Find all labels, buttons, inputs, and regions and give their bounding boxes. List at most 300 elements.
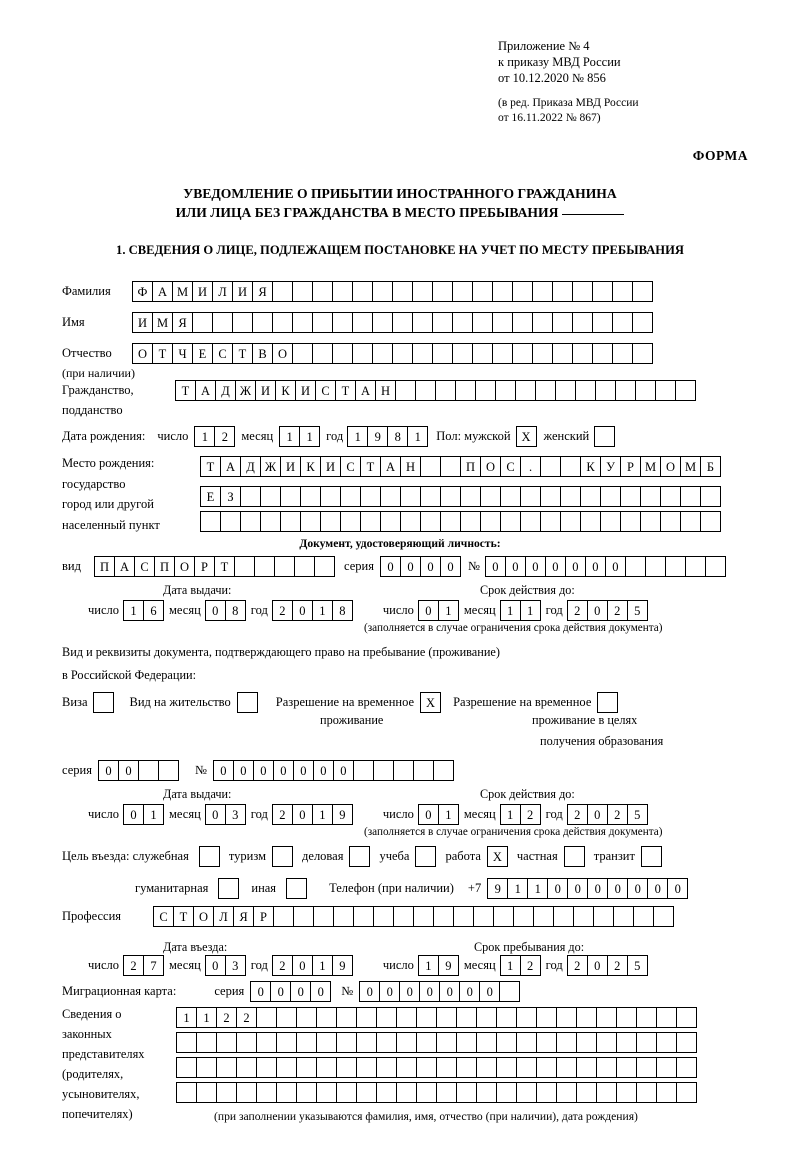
char-cell[interactable] xyxy=(476,1032,497,1053)
char-cell[interactable]: 0 xyxy=(440,556,461,577)
char-cell[interactable] xyxy=(536,1032,557,1053)
char-cell[interactable] xyxy=(336,1032,357,1053)
char-cell[interactable] xyxy=(580,511,601,532)
char-cell[interactable]: Я xyxy=(172,312,193,333)
char-cell[interactable]: 0 xyxy=(233,760,254,781)
char-cell[interactable] xyxy=(316,1082,337,1103)
char-cell[interactable]: 0 xyxy=(545,556,566,577)
char-cell[interactable] xyxy=(515,380,536,401)
char-cell[interactable]: 1 xyxy=(507,878,528,899)
char-cell[interactable] xyxy=(332,312,353,333)
char-cell[interactable]: П xyxy=(94,556,115,577)
char-cell[interactable]: С xyxy=(315,380,336,401)
char-cell[interactable]: 1 xyxy=(312,600,333,621)
char-cell[interactable] xyxy=(274,556,295,577)
char-cell[interactable] xyxy=(616,1007,637,1028)
char-cell[interactable] xyxy=(636,1007,657,1028)
char-cell[interactable] xyxy=(700,511,721,532)
char-cell[interactable] xyxy=(196,1032,217,1053)
char-cell[interactable] xyxy=(254,556,275,577)
char-cell[interactable]: Р xyxy=(194,556,215,577)
char-cell[interactable]: А xyxy=(152,281,173,302)
char-cell[interactable] xyxy=(653,906,674,927)
char-cell[interactable] xyxy=(592,281,613,302)
char-cell[interactable]: О xyxy=(272,343,293,364)
char-cell[interactable] xyxy=(396,1032,417,1053)
char-cell[interactable]: И xyxy=(255,380,276,401)
char-cell[interactable] xyxy=(240,486,261,507)
char-cell[interactable]: А xyxy=(380,456,401,477)
char-cell[interactable] xyxy=(356,1082,377,1103)
char-cell[interactable] xyxy=(576,1057,597,1078)
char-cell[interactable] xyxy=(496,1082,517,1103)
char-cell[interactable]: 0 xyxy=(547,878,568,899)
char-cell[interactable] xyxy=(576,1082,597,1103)
char-cell[interactable] xyxy=(620,511,641,532)
char-cell[interactable]: С xyxy=(500,456,521,477)
char-cell[interactable]: М xyxy=(152,312,173,333)
sex-male-checkbox[interactable] xyxy=(516,426,537,447)
char-cell[interactable]: Л xyxy=(212,281,233,302)
char-cell[interactable] xyxy=(456,1032,477,1053)
char-cell[interactable]: 5 xyxy=(627,600,648,621)
char-cell[interactable] xyxy=(376,1007,397,1028)
char-cell[interactable] xyxy=(612,312,633,333)
char-cell[interactable] xyxy=(436,1007,457,1028)
char-cell[interactable] xyxy=(615,380,636,401)
char-cell[interactable]: 2 xyxy=(236,1007,257,1028)
char-cell[interactable] xyxy=(552,312,573,333)
char-cell[interactable] xyxy=(296,1032,317,1053)
char-cell[interactable]: 2 xyxy=(567,804,588,825)
char-cell[interactable] xyxy=(573,906,594,927)
char-cell[interactable] xyxy=(260,486,281,507)
char-cell[interactable] xyxy=(316,1007,337,1028)
char-cell[interactable]: С xyxy=(340,456,361,477)
legal-reps-input-3[interactable] xyxy=(176,1057,697,1078)
char-cell[interactable] xyxy=(640,486,661,507)
char-cell[interactable] xyxy=(472,281,493,302)
valid-month-input[interactable] xyxy=(500,600,541,621)
birth-place-input-2[interactable] xyxy=(200,486,721,507)
char-cell[interactable] xyxy=(685,556,706,577)
stay-valid-year-input[interactable] xyxy=(567,804,648,825)
char-cell[interactable] xyxy=(360,511,381,532)
char-cell[interactable]: 0 xyxy=(418,804,439,825)
char-cell[interactable] xyxy=(176,1082,197,1103)
char-cell[interactable] xyxy=(356,1032,377,1053)
char-cell[interactable] xyxy=(376,1032,397,1053)
char-cell[interactable] xyxy=(535,380,556,401)
char-cell[interactable]: X xyxy=(487,846,508,867)
char-cell[interactable]: 1 xyxy=(312,955,333,976)
char-cell[interactable] xyxy=(415,380,436,401)
char-cell[interactable]: Т xyxy=(335,380,356,401)
char-cell[interactable]: К xyxy=(300,456,321,477)
char-cell[interactable] xyxy=(596,1007,617,1028)
stay-issue-day-input[interactable] xyxy=(123,804,164,825)
entry-year-input[interactable] xyxy=(272,955,353,976)
char-cell[interactable]: 0 xyxy=(310,981,331,1002)
char-cell[interactable]: 3 xyxy=(225,955,246,976)
char-cell[interactable] xyxy=(536,1082,557,1103)
char-cell[interactable]: 2 xyxy=(272,804,293,825)
char-cell[interactable] xyxy=(472,312,493,333)
char-cell[interactable]: Я xyxy=(252,281,273,302)
char-cell[interactable] xyxy=(292,281,313,302)
char-cell[interactable]: С xyxy=(212,343,233,364)
char-cell[interactable]: 1 xyxy=(438,600,459,621)
char-cell[interactable] xyxy=(158,760,179,781)
char-cell[interactable] xyxy=(592,312,613,333)
identity-series-input[interactable] xyxy=(380,556,461,577)
birth-day-input[interactable] xyxy=(194,426,235,447)
residence-checkbox[interactable] xyxy=(237,692,258,713)
char-cell[interactable] xyxy=(353,760,374,781)
char-cell[interactable]: 1 xyxy=(279,426,300,447)
char-cell[interactable]: М xyxy=(172,281,193,302)
char-cell[interactable] xyxy=(138,760,159,781)
char-cell[interactable] xyxy=(240,511,261,532)
char-cell[interactable]: 0 xyxy=(379,981,400,1002)
char-cell[interactable]: 0 xyxy=(399,981,420,1002)
char-cell[interactable]: 0 xyxy=(98,760,119,781)
char-cell[interactable] xyxy=(576,1007,597,1028)
name-input[interactable] xyxy=(132,312,653,333)
char-cell[interactable] xyxy=(393,760,414,781)
char-cell[interactable] xyxy=(286,878,307,899)
char-cell[interactable] xyxy=(480,511,501,532)
purpose-transit-checkbox[interactable] xyxy=(641,846,662,867)
char-cell[interactable] xyxy=(276,1057,297,1078)
char-cell[interactable] xyxy=(312,281,333,302)
char-cell[interactable] xyxy=(476,1057,497,1078)
purpose-business-checkbox[interactable] xyxy=(349,846,370,867)
char-cell[interactable] xyxy=(416,1032,437,1053)
char-cell[interactable]: Т xyxy=(175,380,196,401)
char-cell[interactable] xyxy=(512,343,533,364)
char-cell[interactable] xyxy=(553,906,574,927)
char-cell[interactable] xyxy=(200,511,221,532)
char-cell[interactable]: 0 xyxy=(253,760,274,781)
char-cell[interactable] xyxy=(332,343,353,364)
char-cell[interactable] xyxy=(237,692,258,713)
char-cell[interactable]: Я xyxy=(233,906,254,927)
char-cell[interactable] xyxy=(395,380,416,401)
char-cell[interactable]: С xyxy=(134,556,155,577)
char-cell[interactable] xyxy=(435,380,456,401)
entry-day-input[interactable] xyxy=(123,955,164,976)
char-cell[interactable] xyxy=(676,1007,697,1028)
char-cell[interactable]: 0 xyxy=(205,804,226,825)
legal-reps-input-2[interactable] xyxy=(176,1032,697,1053)
char-cell[interactable] xyxy=(552,281,573,302)
char-cell[interactable] xyxy=(392,312,413,333)
char-cell[interactable]: А xyxy=(195,380,216,401)
purpose-service-checkbox[interactable] xyxy=(199,846,220,867)
char-cell[interactable] xyxy=(176,1057,197,1078)
char-cell[interactable] xyxy=(576,1032,597,1053)
char-cell[interactable] xyxy=(400,486,421,507)
char-cell[interactable] xyxy=(292,312,313,333)
char-cell[interactable]: 1 xyxy=(418,955,439,976)
char-cell[interactable]: И xyxy=(280,456,301,477)
char-cell[interactable]: 3 xyxy=(225,804,246,825)
char-cell[interactable] xyxy=(613,906,634,927)
char-cell[interactable]: К xyxy=(275,380,296,401)
char-cell[interactable] xyxy=(313,906,334,927)
stay-until-day-input[interactable] xyxy=(418,955,459,976)
char-cell[interactable]: 0 xyxy=(627,878,648,899)
char-cell[interactable] xyxy=(332,281,353,302)
char-cell[interactable]: 6 xyxy=(143,600,164,621)
char-cell[interactable] xyxy=(572,312,593,333)
char-cell[interactable] xyxy=(433,906,454,927)
char-cell[interactable]: Ж xyxy=(235,380,256,401)
char-cell[interactable] xyxy=(555,380,576,401)
char-cell[interactable] xyxy=(360,486,381,507)
char-cell[interactable]: 9 xyxy=(332,804,353,825)
char-cell[interactable]: 1 xyxy=(500,804,521,825)
char-cell[interactable] xyxy=(676,1032,697,1053)
char-cell[interactable] xyxy=(93,692,114,713)
valid-day-input[interactable] xyxy=(418,600,459,621)
char-cell[interactable] xyxy=(513,906,534,927)
char-cell[interactable]: Н xyxy=(400,456,421,477)
char-cell[interactable] xyxy=(456,1057,477,1078)
char-cell[interactable] xyxy=(296,1082,317,1103)
edu-residence-checkbox[interactable] xyxy=(597,692,618,713)
char-cell[interactable] xyxy=(556,1007,577,1028)
char-cell[interactable]: Н xyxy=(375,380,396,401)
char-cell[interactable] xyxy=(625,556,646,577)
char-cell[interactable] xyxy=(316,1057,337,1078)
char-cell[interactable] xyxy=(436,1032,457,1053)
char-cell[interactable] xyxy=(352,312,373,333)
char-cell[interactable] xyxy=(575,380,596,401)
char-cell[interactable] xyxy=(352,281,373,302)
char-cell[interactable]: 0 xyxy=(567,878,588,899)
purpose-private-checkbox[interactable] xyxy=(564,846,585,867)
char-cell[interactable] xyxy=(600,511,621,532)
char-cell[interactable]: Д xyxy=(215,380,236,401)
char-cell[interactable] xyxy=(312,312,333,333)
surname-input[interactable] xyxy=(132,281,653,302)
char-cell[interactable] xyxy=(656,1082,677,1103)
issue-month-input[interactable] xyxy=(205,600,246,621)
char-cell[interactable] xyxy=(432,281,453,302)
char-cell[interactable] xyxy=(272,846,293,867)
char-cell[interactable]: 0 xyxy=(459,981,480,1002)
char-cell[interactable]: Т xyxy=(200,456,221,477)
char-cell[interactable] xyxy=(656,1057,677,1078)
char-cell[interactable]: И xyxy=(232,281,253,302)
char-cell[interactable] xyxy=(380,511,401,532)
char-cell[interactable] xyxy=(500,511,521,532)
stay-issue-month-input[interactable] xyxy=(205,804,246,825)
char-cell[interactable] xyxy=(612,281,633,302)
char-cell[interactable]: 8 xyxy=(332,600,353,621)
char-cell[interactable]: 1 xyxy=(312,804,333,825)
char-cell[interactable] xyxy=(256,1082,277,1103)
char-cell[interactable] xyxy=(352,343,373,364)
char-cell[interactable] xyxy=(596,1032,617,1053)
birth-place-input-3[interactable] xyxy=(200,511,721,532)
char-cell[interactable]: 0 xyxy=(565,556,586,577)
char-cell[interactable]: Л xyxy=(213,906,234,927)
char-cell[interactable] xyxy=(316,1032,337,1053)
char-cell[interactable] xyxy=(572,343,593,364)
char-cell[interactable] xyxy=(640,511,661,532)
char-cell[interactable]: 0 xyxy=(605,556,626,577)
char-cell[interactable]: Т xyxy=(214,556,235,577)
char-cell[interactable]: Т xyxy=(173,906,194,927)
char-cell[interactable] xyxy=(416,1057,437,1078)
patronymic-input[interactable] xyxy=(132,343,653,364)
char-cell[interactable]: 9 xyxy=(367,426,388,447)
char-cell[interactable] xyxy=(493,906,514,927)
char-cell[interactable] xyxy=(293,906,314,927)
char-cell[interactable]: 1 xyxy=(196,1007,217,1028)
char-cell[interactable] xyxy=(536,1007,557,1028)
char-cell[interactable] xyxy=(196,1057,217,1078)
char-cell[interactable] xyxy=(416,1007,437,1028)
char-cell[interactable] xyxy=(645,556,666,577)
char-cell[interactable] xyxy=(413,760,434,781)
char-cell[interactable] xyxy=(256,1057,277,1078)
char-cell[interactable] xyxy=(655,380,676,401)
purpose-humanitarian-checkbox[interactable] xyxy=(218,878,239,899)
char-cell[interactable] xyxy=(396,1082,417,1103)
char-cell[interactable]: З xyxy=(220,486,241,507)
char-cell[interactable]: 1 xyxy=(527,878,548,899)
identity-kind-input[interactable] xyxy=(94,556,335,577)
char-cell[interactable] xyxy=(580,486,601,507)
char-cell[interactable] xyxy=(452,281,473,302)
char-cell[interactable] xyxy=(373,760,394,781)
char-cell[interactable] xyxy=(632,343,653,364)
char-cell[interactable]: 0 xyxy=(419,981,440,1002)
char-cell[interactable]: 0 xyxy=(333,760,354,781)
char-cell[interactable]: 0 xyxy=(313,760,334,781)
char-cell[interactable] xyxy=(616,1057,637,1078)
char-cell[interactable] xyxy=(234,556,255,577)
char-cell[interactable] xyxy=(496,1032,517,1053)
legal-reps-input-4[interactable] xyxy=(176,1082,697,1103)
char-cell[interactable]: 1 xyxy=(123,600,144,621)
citizenship-input[interactable] xyxy=(175,380,696,401)
char-cell[interactable]: 0 xyxy=(205,600,226,621)
char-cell[interactable]: Т xyxy=(360,456,381,477)
migration-number-input[interactable] xyxy=(359,981,520,1002)
char-cell[interactable] xyxy=(492,312,513,333)
char-cell[interactable] xyxy=(512,281,533,302)
char-cell[interactable]: О xyxy=(480,456,501,477)
char-cell[interactable]: 9 xyxy=(332,955,353,976)
char-cell[interactable]: Т xyxy=(152,343,173,364)
char-cell[interactable] xyxy=(512,312,533,333)
char-cell[interactable] xyxy=(353,906,374,927)
char-cell[interactable] xyxy=(452,312,473,333)
char-cell[interactable] xyxy=(520,486,541,507)
char-cell[interactable]: 0 xyxy=(607,878,628,899)
char-cell[interactable]: С xyxy=(153,906,174,927)
char-cell[interactable]: Р xyxy=(620,456,641,477)
char-cell[interactable]: 0 xyxy=(213,760,234,781)
char-cell[interactable]: 5 xyxy=(627,804,648,825)
char-cell[interactable] xyxy=(236,1057,257,1078)
stay-issue-year-input[interactable] xyxy=(272,804,353,825)
birth-place-input-1[interactable] xyxy=(200,456,721,477)
char-cell[interactable] xyxy=(312,343,333,364)
char-cell[interactable] xyxy=(300,511,321,532)
char-cell[interactable]: 9 xyxy=(438,955,459,976)
char-cell[interactable] xyxy=(216,1032,237,1053)
char-cell[interactable] xyxy=(273,906,294,927)
char-cell[interactable] xyxy=(376,1057,397,1078)
char-cell[interactable]: О xyxy=(174,556,195,577)
char-cell[interactable] xyxy=(320,486,341,507)
char-cell[interactable] xyxy=(216,1082,237,1103)
char-cell[interactable] xyxy=(272,312,293,333)
char-cell[interactable]: 2 xyxy=(520,804,541,825)
char-cell[interactable] xyxy=(412,281,433,302)
char-cell[interactable] xyxy=(256,1032,277,1053)
char-cell[interactable] xyxy=(300,486,321,507)
char-cell[interactable] xyxy=(460,511,481,532)
char-cell[interactable] xyxy=(433,760,454,781)
char-cell[interactable]: Е xyxy=(192,343,213,364)
char-cell[interactable]: А xyxy=(114,556,135,577)
char-cell[interactable] xyxy=(596,1057,617,1078)
char-cell[interactable]: 1 xyxy=(500,600,521,621)
char-cell[interactable] xyxy=(252,312,273,333)
stay-until-month-input[interactable] xyxy=(500,955,541,976)
char-cell[interactable] xyxy=(632,281,653,302)
char-cell[interactable]: 0 xyxy=(587,955,608,976)
stay-valid-day-input[interactable] xyxy=(418,804,459,825)
char-cell[interactable] xyxy=(356,1007,377,1028)
char-cell[interactable] xyxy=(532,312,553,333)
char-cell[interactable] xyxy=(396,1057,417,1078)
char-cell[interactable]: 5 xyxy=(627,955,648,976)
char-cell[interactable]: П xyxy=(460,456,481,477)
char-cell[interactable] xyxy=(212,312,233,333)
char-cell[interactable]: 2 xyxy=(216,1007,237,1028)
char-cell[interactable]: И xyxy=(192,281,213,302)
char-cell[interactable] xyxy=(560,486,581,507)
sex-female-checkbox[interactable] xyxy=(594,426,615,447)
char-cell[interactable]: У xyxy=(600,456,621,477)
char-cell[interactable] xyxy=(480,486,501,507)
char-cell[interactable] xyxy=(620,486,641,507)
char-cell[interactable]: 2 xyxy=(567,600,588,621)
char-cell[interactable] xyxy=(416,1082,437,1103)
purpose-tourism-checkbox[interactable] xyxy=(272,846,293,867)
char-cell[interactable] xyxy=(552,343,573,364)
char-cell[interactable]: 1 xyxy=(347,426,368,447)
char-cell[interactable] xyxy=(412,343,433,364)
char-cell[interactable]: 8 xyxy=(225,600,246,621)
char-cell[interactable]: 1 xyxy=(520,600,541,621)
char-cell[interactable] xyxy=(296,1057,317,1078)
char-cell[interactable] xyxy=(260,511,281,532)
char-cell[interactable]: 8 xyxy=(387,426,408,447)
char-cell[interactable]: 0 xyxy=(485,556,506,577)
char-cell[interactable]: И xyxy=(132,312,153,333)
char-cell[interactable] xyxy=(336,1057,357,1078)
char-cell[interactable] xyxy=(453,906,474,927)
